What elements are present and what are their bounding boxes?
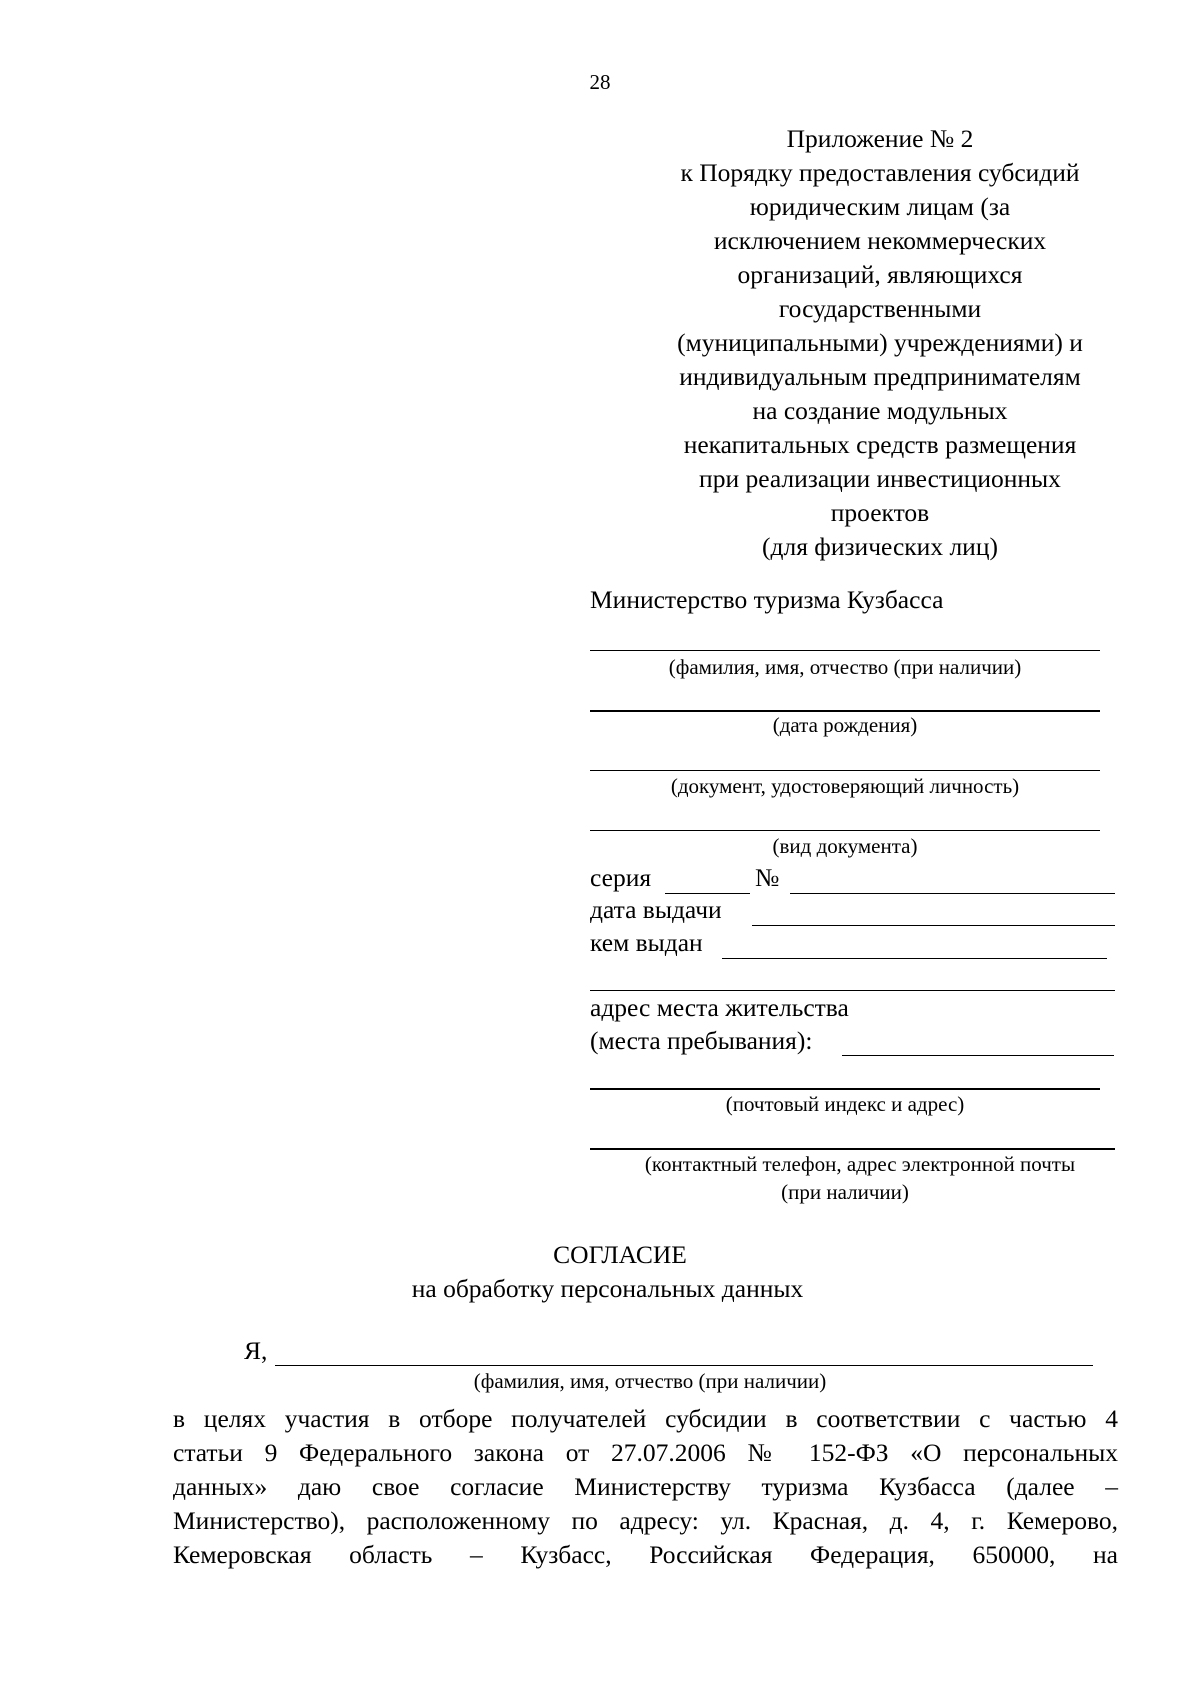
- address-label-2: (места пребывания):: [590, 1026, 813, 1055]
- address-label-1: адрес места жительства: [590, 993, 849, 1022]
- consent-body: [173, 1402, 1118, 1572]
- consent-i-label: Я,: [244, 1336, 268, 1365]
- fio-input-line[interactable]: [590, 650, 1100, 651]
- ministry-name: Министерство туризма Кузбасса: [590, 585, 944, 614]
- consent-body-line: статьи 9 Федерального закона от 27.07.2006 № 152-ФЗ «О персональных: [173, 1438, 1118, 1467]
- appendix-line: (муниципальными) учреждениями) и: [677, 328, 1083, 357]
- series-label: серия: [590, 863, 652, 892]
- appendix-line: организаций, являющихся: [737, 260, 1023, 289]
- appendix-line: проектов: [830, 498, 930, 527]
- issue-date-input-line[interactable]: [752, 925, 1115, 926]
- consent-body-line: Министерство), расположенному по адресу: ул. Красная, д. 4, г. Кемерово,: [173, 1506, 1118, 1535]
- appendix-header: [630, 122, 1130, 564]
- number-label: №: [755, 863, 780, 892]
- contact-input-line[interactable]: [590, 1148, 1115, 1150]
- appendix-line: Приложение № 2: [786, 124, 974, 153]
- consent-body-line: данных» даю свое согласие Министерству туризма Кузбасса (далее –: [173, 1472, 1118, 1501]
- id-document-input-line[interactable]: [590, 770, 1100, 771]
- consent-subtitle: на обработку персональных данных: [411, 1274, 804, 1303]
- document-type-input-line[interactable]: [590, 830, 1100, 831]
- page-number: 28: [589, 70, 611, 94]
- postal-address-input-line[interactable]: [590, 1088, 1100, 1090]
- appendix-line: юридическим лицам (за: [749, 192, 1011, 221]
- appendix-line: государственными: [778, 294, 982, 323]
- id-document-caption: (документ, удостоверяющий личность): [670, 774, 1020, 798]
- issued-by-input-line[interactable]: [722, 958, 1107, 959]
- issue-date-label: дата выдачи: [590, 895, 722, 924]
- issued-by-input-line-2[interactable]: [590, 990, 1115, 991]
- appendix-line: некапитальных средств размещения: [683, 430, 1077, 459]
- appendix-line: при реализации инвестиционных: [699, 464, 1061, 493]
- issued-by-label: кем выдан: [590, 928, 703, 957]
- consent-fio-caption: (фамилия, имя, отчество (при наличии): [473, 1369, 827, 1393]
- fio-caption: (фамилия, имя, отчество (при наличии): [668, 655, 1022, 679]
- postal-address-caption: (почтовый индекс и адрес): [725, 1092, 965, 1116]
- appendix-line: (для физических лиц): [762, 532, 998, 561]
- consent-fio-input-line[interactable]: [275, 1365, 1093, 1366]
- series-input-line[interactable]: [665, 893, 750, 894]
- birth-date-input-line[interactable]: [590, 710, 1100, 712]
- appendix-line: на создание модульных: [752, 396, 1008, 425]
- appendix-line: исключением некоммерческих: [713, 226, 1047, 255]
- document-type-caption: (вид документа): [772, 834, 918, 858]
- consent-body-line: в целях участия в отборе получателей субсидии в соответствии с частью 4: [173, 1404, 1118, 1433]
- consent-title: СОГЛАСИЕ: [553, 1240, 687, 1269]
- appendix-line: к Порядку предоставления субсидий: [680, 158, 1080, 187]
- contact-caption-1: (контактный телефон, адрес электронной почты: [644, 1152, 1076, 1176]
- appendix-line: индивидуальным предпринимателям: [679, 362, 1081, 391]
- consent-body-line: Кемеровская область – Кузбасс, Российская Федерация, 650000, на: [173, 1540, 1118, 1569]
- birth-date-caption: (дата рождения): [772, 713, 918, 737]
- address-input-line[interactable]: [842, 1055, 1114, 1056]
- number-input-line[interactable]: [790, 893, 1115, 894]
- contact-caption-2: (при наличии): [781, 1180, 909, 1204]
